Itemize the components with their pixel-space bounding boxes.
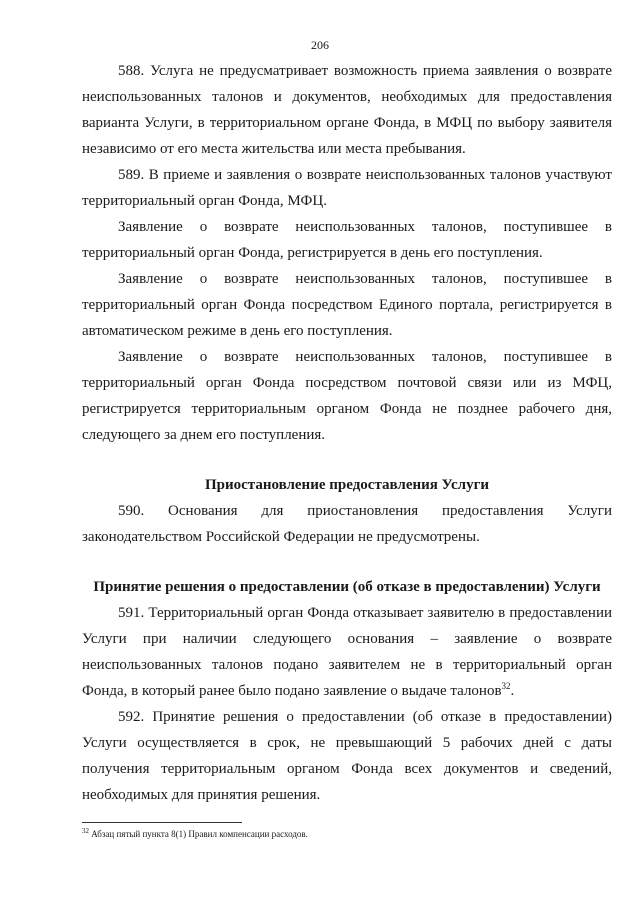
paragraph-590: 590. Основания для приостановления предоставления Услуги законодательством Российской Федерации не предусмотрены.: [82, 503, 612, 545]
document-body: [82, 58, 612, 808]
heading-decision: Принятие решения о предоставлении (об отказе в предоставлении) Услуги: [93, 579, 601, 595]
paragraph-588: 588. Услуга не предусматривает возможность приема заявления о возврате неиспользованных талонов и документов, необходимых для предоставления варианта Услуги, в территориальном органе Фонда, в МФЦ по выбору заявителя независимо от его места жительства или места пребывания.: [82, 63, 612, 157]
paragraph-592: 592. Принятие решения о предоставлении (об отказе в предоставлении) Услуги осуществляется в срок, не превышающий 5 рабочих дней с даты получения территориальным органом Фонда всех документов и сведений, необходимых для принятия решения.: [82, 709, 612, 803]
paragraph-591-text: 591. Территориальный орган Фонда отказывает заявителю в предоставлении Услуги при наличии следующего основания – заявление о возврате неиспользованных талонов подано заявителем не в территориальный орган Фонда, в который ранее было подано заявление о выдаче талонов: [82, 605, 612, 699]
paragraph-registration-mail: Заявление о возврате неиспользованных талонов, поступившее в территориальный орган Фонда посредством почтовой связи или из МФЦ, регистрируется территориальным органом Фонда не позднее рабочего дня, следующего за днем его поступления.: [82, 349, 612, 443]
paragraph-registration-portal: Заявление о возврате неиспользованных талонов, поступившее в территориальный орган Фонда посредством Единого портала, регистрируется в автоматическом режиме в день его поступления.: [82, 271, 612, 339]
footnote: [82, 828, 308, 840]
heading-suspension: Приостановление предоставления Услуги: [204, 477, 490, 493]
footnote-marker: 32: [82, 827, 89, 835]
page-number: 206: [311, 38, 329, 52]
footnote-reference: 32: [501, 681, 511, 691]
paragraph-589: 589. В приеме и заявления о возврате неиспользованных талонов участвуют территориальный орган Фонда, МФЦ.: [82, 167, 612, 209]
paragraph-registration-day: Заявление о возврате неиспользованных талонов, поступившее в территориальный орган Фонда, регистрируется в день его поступления.: [82, 219, 612, 261]
footnote-text: Абзац пятый пункта 8(1) Правил компенсации расходов.: [89, 829, 308, 839]
paragraph-591: [82, 600, 612, 704]
paragraph-591-end: .: [510, 683, 515, 699]
footnote-divider: [82, 822, 242, 823]
